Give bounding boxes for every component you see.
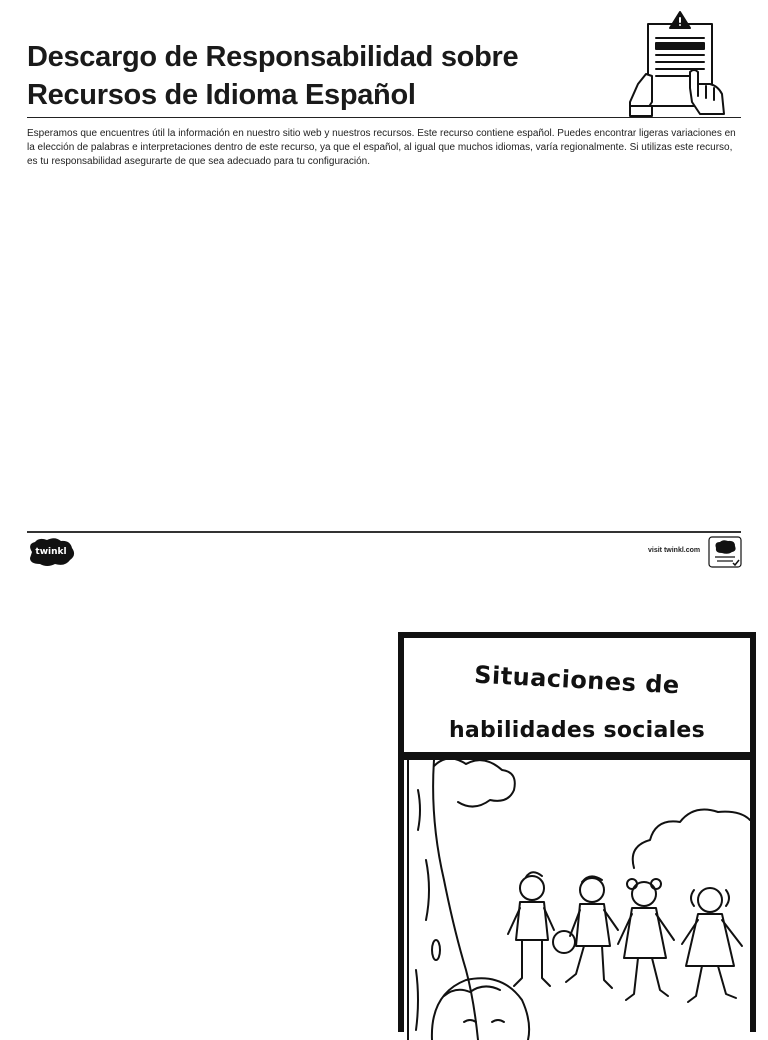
- page-title-line-1: Descargo de Responsabilidad sobre: [27, 41, 519, 73]
- cover-title-line-1: Situaciones de: [473, 660, 681, 700]
- quality-standard-badge-icon: [708, 536, 742, 568]
- disclaimer-text: Esperamos que encuentres útil la información en nuestro sitio web y nuestros recursos. Este recurso contiene español. Puedes encontrar ligeras variaciones en la elección de palabras e interpretaciones dentro de este recurso, ya que el español, al igual que muchos idiomas, varía regionalmente. Si utilizas este recurso, es tu responsabilidad asegurarte de que sea adecuado para tu configuración.: [27, 128, 736, 167]
- children-playing-outdoors-illustration: [404, 760, 750, 1040]
- header-divider: [27, 117, 741, 118]
- visit-link[interactable]: visit twinkl.com: [648, 547, 701, 554]
- footer-divider: [27, 531, 741, 533]
- cover-title-box: [404, 638, 750, 752]
- cover-title-line-2: habilidades sociales: [448, 718, 706, 743]
- page-title-line-2: Recursos de Idioma Español: [27, 79, 416, 111]
- twinkl-logo: [27, 537, 75, 566]
- twinkl-logo-text: twinkl: [35, 547, 67, 557]
- page-title: [27, 38, 617, 114]
- document-warning-hands-icon: [626, 10, 730, 120]
- booklet-cover: [398, 632, 756, 1032]
